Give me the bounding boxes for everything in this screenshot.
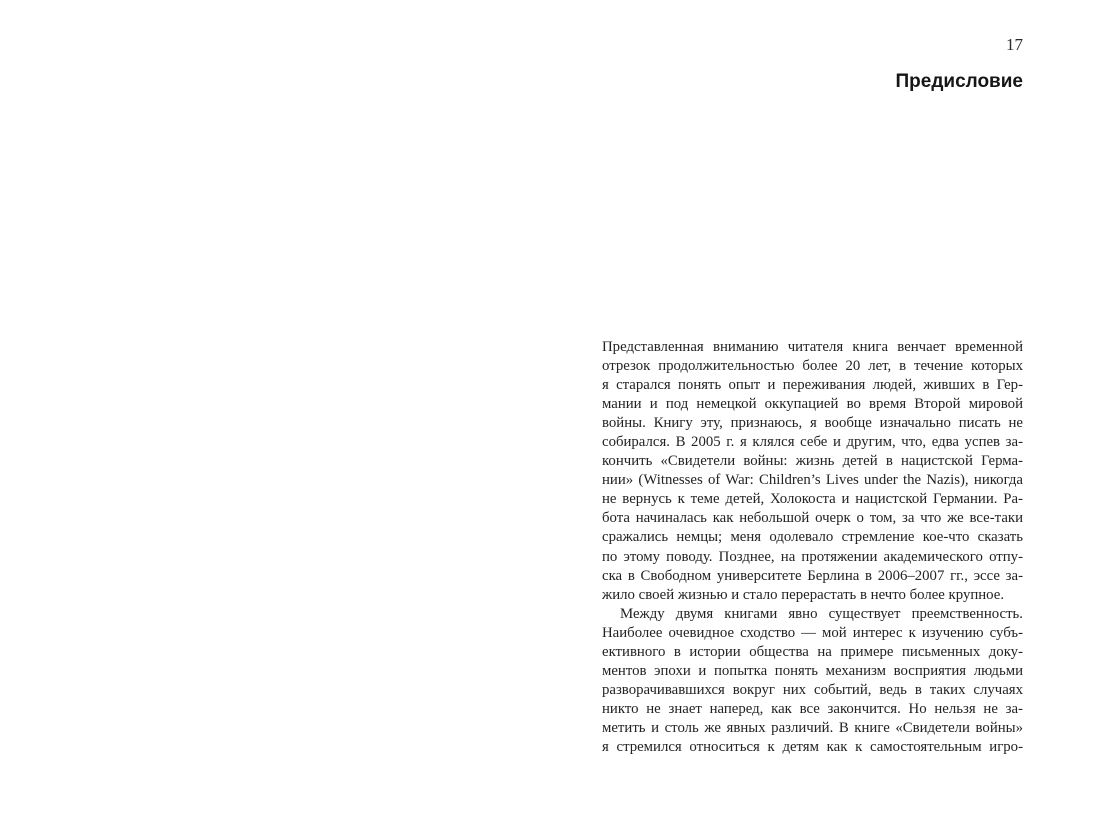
page-number: 17	[1006, 35, 1023, 54]
body-text	[602, 338, 1023, 757]
text-line: по этому поводу. Позднее, на протяжении академического отпу-	[602, 548, 1023, 565]
text-line: ментов эпохи и попытка понять механизм восприятия людьми	[602, 662, 1023, 679]
text-line: мании и под немецкой оккупацией во время Второй мировой	[602, 396, 1023, 413]
text-line: ективного в истории общества на примере письменных доку-	[602, 643, 1023, 660]
text-line: я старался понять опыт и переживания людей, живших в Гер-	[602, 377, 1023, 394]
text-line: собирался. В 2005 г. я клялся себе и другим, что, едва успев за-	[602, 434, 1023, 451]
text-line: нии» (Witnesses of War: Children’s Lives under the Nazis), никогда	[602, 472, 1023, 489]
text-line: кончить «Свидетели войны: жизнь детей в нацистской Герма-	[602, 453, 1023, 470]
text-line: бота начиналась как небольшой очерк о том, за что же все-таки	[602, 510, 1023, 527]
text-line: я стремился относиться к детям как к самостоятельным игро-	[602, 738, 1023, 755]
text-line: жило своей жизнью и стало перерастать в нечто более крупное.	[602, 586, 1005, 603]
text-line: метить и столь же явных различий. В книге «Свидетели войны»	[602, 719, 1023, 736]
text-line: разворачивавшихся вокруг них событий, ведь в таких случаях	[602, 681, 1023, 698]
text-line: Наиболее очевидное сходство — мой интерес к изучению субъ-	[602, 624, 1023, 641]
text-line: Представленная вниманию читателя книга венчает временной	[602, 339, 1023, 355]
text-line: Между двумя книгами явно существует преемственность.	[620, 605, 1023, 622]
text-line: сражались немцы; меня одолевало стремление кое-что сказать	[602, 529, 1023, 546]
text-line: ска в Свободном университете Берлина в 2006–2007 гг., эссе за-	[602, 567, 1023, 584]
text-line: не вернусь к теме детей, Холокоста и нацистской Германии. Ра-	[602, 491, 1023, 508]
text-line: никто не знает наперед, как все закончится. Но нельзя не за-	[602, 700, 1023, 717]
text-line: войны. Книгу эту, признаюсь, я вообще изначально писать не	[602, 415, 1023, 432]
text-line: отрезок продолжительностью более 20 лет, в течение которых	[602, 358, 1023, 375]
chapter-heading: Предисловие	[895, 71, 1023, 92]
